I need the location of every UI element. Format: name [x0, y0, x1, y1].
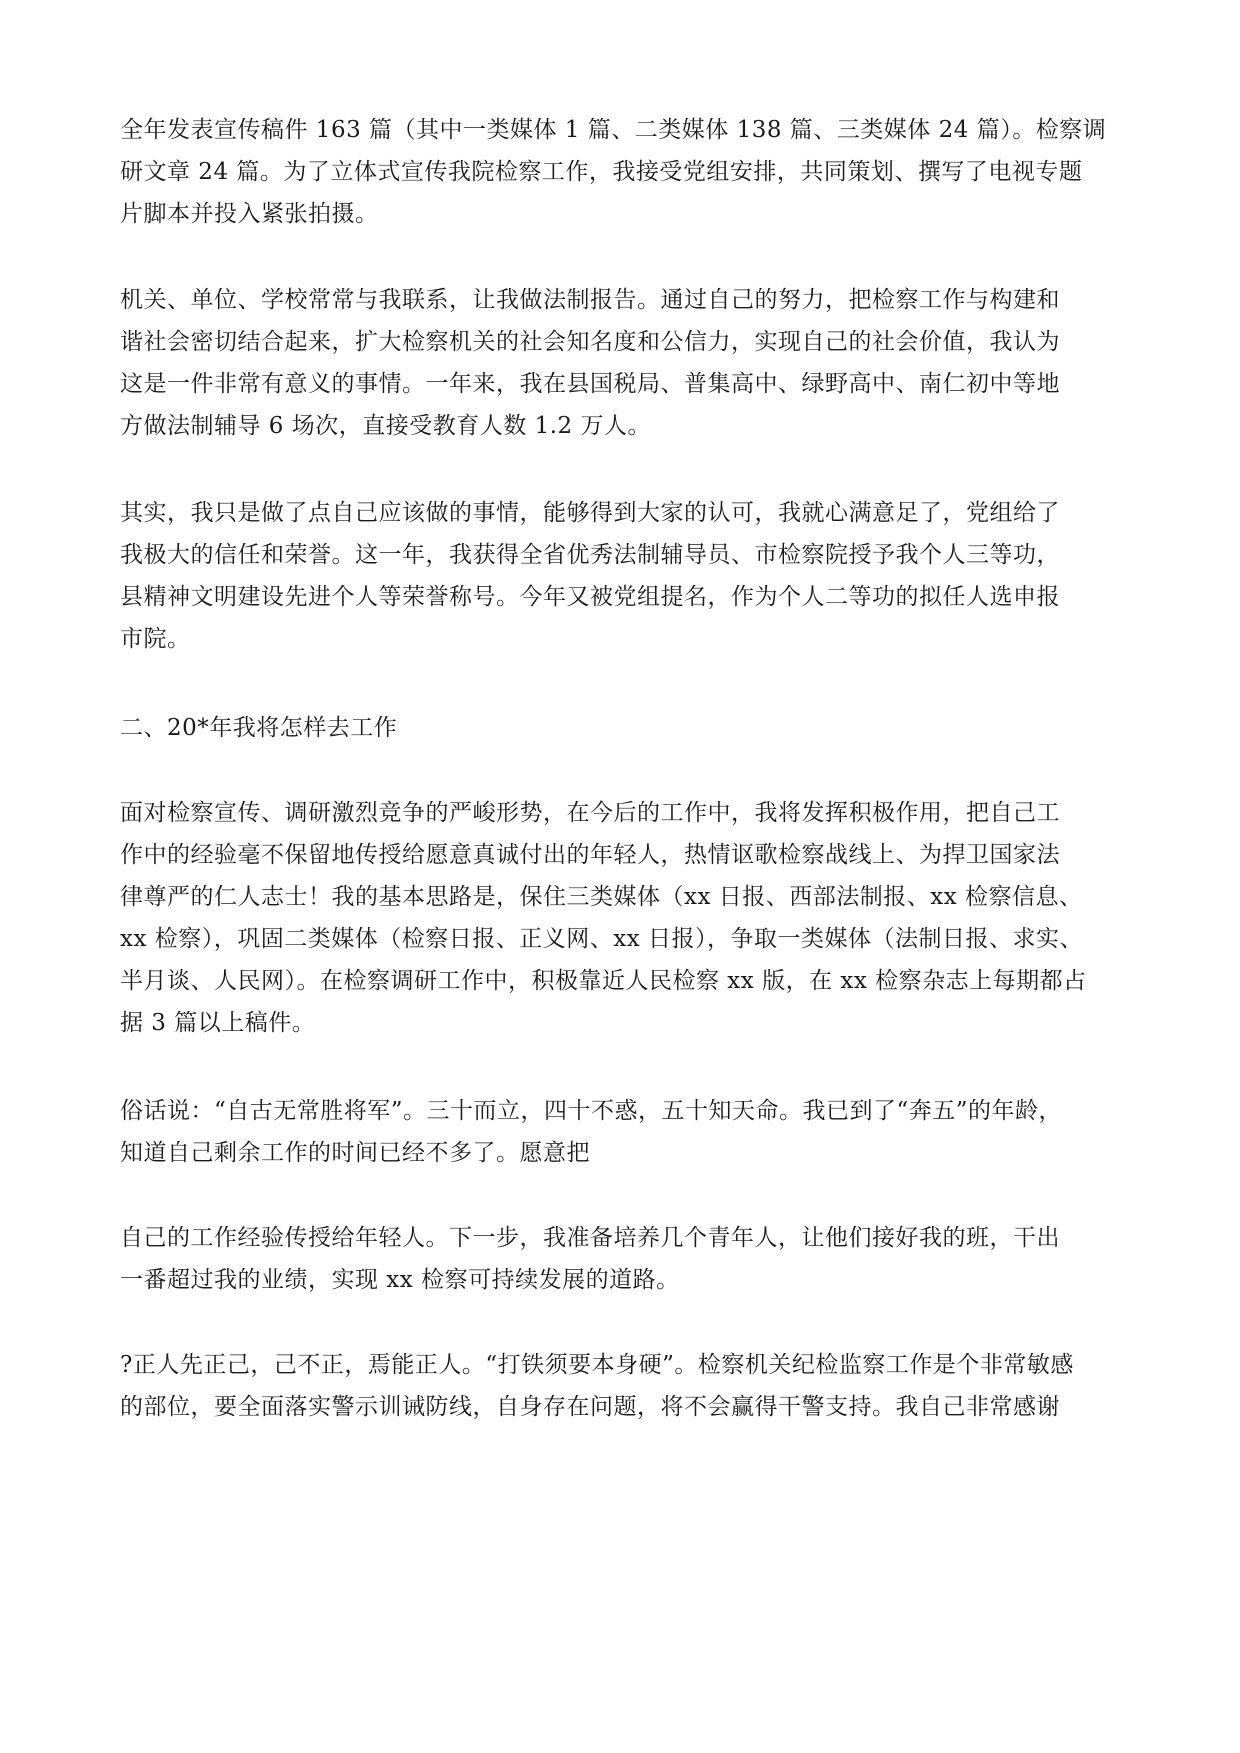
- text-line: 方做法制辅导 6 场次，直接受教育人数 1.2 万人。: [120, 413, 651, 439]
- paragraph-4: [120, 792, 1120, 1044]
- paragraph-2: [120, 279, 1120, 447]
- paragraph-3: [120, 492, 1120, 660]
- text-line: 谐社会密切结合起来，扩大检察机关的社会知名度和公信力，实现自己的社会价值，我认为: [120, 329, 1060, 355]
- text-line: xx 检察），巩固二类媒体（检察日报、正义网、xx 日报），争取一类媒体（法制日报、求实、: [120, 926, 1084, 952]
- text-line: 俗话说：“自古无常胜将军”。三十而立，四十不惑，五十知天命。我已到了“奔五”的年龄，: [120, 1098, 1063, 1124]
- text-line: 的部位，要全面落实警示训诫防线，自身存在问题，将不会赢得干警支持。我自己非常感谢: [120, 1394, 1060, 1420]
- text-line: 据 3 篇以上稿件。: [120, 1010, 316, 1036]
- text-line: 作中的经验毫不保留地传授给愿意真诚付出的年轻人，热情讴歌检察战线上、为捍卫国家法: [120, 842, 1060, 868]
- text-line: 我极大的信任和荣誉。这一年，我获得全省优秀法制辅导员、市检察院授予我个人三等功，: [120, 542, 1060, 568]
- paragraph-5: [120, 1090, 1120, 1174]
- text-line: 律尊严的仁人志士！我的基本思路是，保住三类媒体（xx 日报、西部法制报、xx 检察信息、: [120, 884, 1083, 910]
- text-line: 县精神文明建设先进个人等荣誉称号。今年又被党组提名，作为个人二等功的拟任人选申报: [120, 584, 1060, 610]
- text-line: 片脚本并投入紧张拍摄。: [120, 201, 379, 227]
- paragraph-1: [120, 109, 1120, 235]
- text-line: 半月谈、人民网）。在检察调研工作中，积极靠近人民检察 xx 版，在 xx 检察杂志上每期都占: [120, 968, 1087, 994]
- text-line: 知道自己剩余工作的时间已经不多了。愿意把: [120, 1140, 590, 1166]
- text-line: ?正人先正己，己不正，焉能正人。“打铁须要本身硬”。检察机关纪检监察工作是个非常敏感: [120, 1352, 1074, 1378]
- text-line: 一番超过我的业绩，实现 xx 检察可持续发展的道路。: [120, 1267, 680, 1293]
- text-line: 全年发表宣传稿件 163 篇（其中一类媒体 1 篇、二类媒体 138 篇、三类媒体 24 篇）。检察调: [120, 117, 1107, 143]
- text-line: 这是一件非常有意义的事情。一年来，我在县国税局、普集高中、绿野高中、南仁初中等地: [120, 371, 1060, 397]
- text-line: 机关、单位、学校常常与我联系，让我做法制报告。通过自己的努力，把检察工作与构建和: [120, 287, 1060, 313]
- paragraph-7: [120, 1344, 1120, 1428]
- text-line: 市院。: [120, 626, 191, 652]
- text-line: 其实，我只是做了点自己应该做的事情，能够得到大家的认可，我就心满意足了，党组给了: [120, 500, 1060, 526]
- paragraph-6: [120, 1217, 1120, 1301]
- section-title: 二、20*年我将怎样去工作: [120, 715, 398, 741]
- section-heading: [120, 707, 1120, 749]
- text-line: 自己的工作经验传授给年轻人。下一步，我准备培养几个青年人，让他们接好我的班，干出: [120, 1225, 1060, 1251]
- text-line: 面对检察宣传、调研激烈竞争的严峻形势，在今后的工作中，我将发挥积极作用，把自己工: [120, 800, 1060, 826]
- text-line: 研文章 24 篇。为了立体式宣传我院检察工作，我接受党组安排，共同策划、撰写了电视专题: [120, 159, 1083, 185]
